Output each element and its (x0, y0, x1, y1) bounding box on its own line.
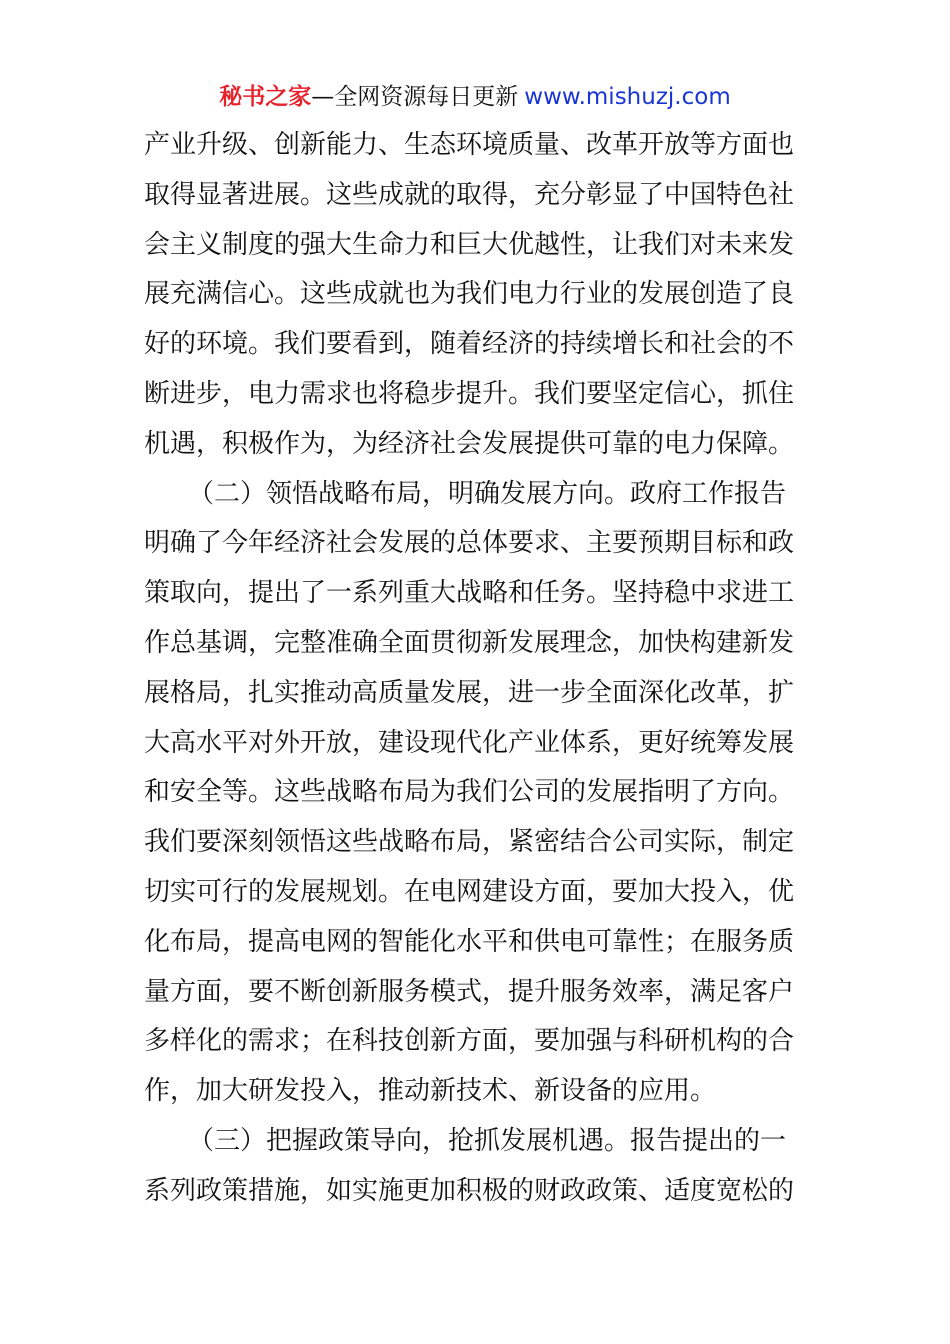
text-line: 展充满信心。这些成就也为我们电力行业的发展创造了良 (144, 279, 795, 310)
text-line: 明确了今年经济社会发展的总体要求、主要预期目标和政 (144, 528, 795, 559)
text-line: 机遇，积极作为，为经济社会发展提供可靠的电力保障。 (144, 428, 795, 459)
section-heading-line: （三）把握政策导向，抢抓发展机遇。报告提出的一 (188, 1125, 787, 1156)
text-line: 产业升级、创新能力、生态环境质量、改革开放等方面也 (144, 130, 795, 160)
text-line: 系列政策措施，如实施更加积极的财政政策、适度宽松的 (144, 1175, 795, 1206)
site-url-link[interactable]: www.mishuzj.com (524, 84, 731, 110)
text-line: 作总基调，完整准确全面贯彻新发展理念，加快构建新发 (144, 627, 795, 658)
text-line: 好的环境。我们要看到，随着经济的持续增长和社会的不 (144, 329, 795, 360)
text-line: 化布局，提高电网的智能化水平和供电可靠性；在服务质 (144, 926, 795, 957)
text-line: 取得显著进展。这些成就的取得，充分彰显了中国特色社 (144, 179, 795, 210)
section-heading-line: （二）领悟战略布局，明确发展方向。政府工作报告 (188, 478, 787, 509)
text-line: 会主义制度的强大生命力和巨大优越性，让我们对未来发 (144, 229, 795, 260)
document-body (144, 121, 812, 1217)
text-line: 作，加大研发投入，推动新技术、新设备的应用。 (144, 1076, 717, 1107)
text-line: 量方面，要不断创新服务模式，提升服务效率，满足客户 (144, 976, 795, 1007)
site-header (0, 80, 950, 114)
text-line: 和安全等。这些战略布局为我们公司的发展指明了方向。 (144, 777, 795, 808)
text-line: 多样化的需求；在科技创新方面，要加强与科研机构的合 (144, 1026, 795, 1057)
brand-name: 秘书之家 (219, 84, 312, 110)
text-line: 断进步，电力需求也将稳步提升。我们要坚定信心，抓住 (144, 378, 795, 409)
text-line: 切实可行的发展规划。在电网建设方面，要加大投入，优 (144, 876, 795, 907)
text-line: 策取向，提出了一系列重大战略和任务。坚持稳中求进工 (144, 578, 795, 609)
text-line: 展格局，扎实推动高质量发展，进一步全面深化改革，扩 (144, 677, 795, 708)
header-slogan: —全网资源每日更新 (311, 84, 519, 110)
text-line: 我们要深刻领悟这些战略布局，紧密结合公司实际，制定 (144, 827, 795, 858)
text-line: 大高水平对外开放，建设现代化产业体系，更好统筹发展 (144, 727, 795, 758)
